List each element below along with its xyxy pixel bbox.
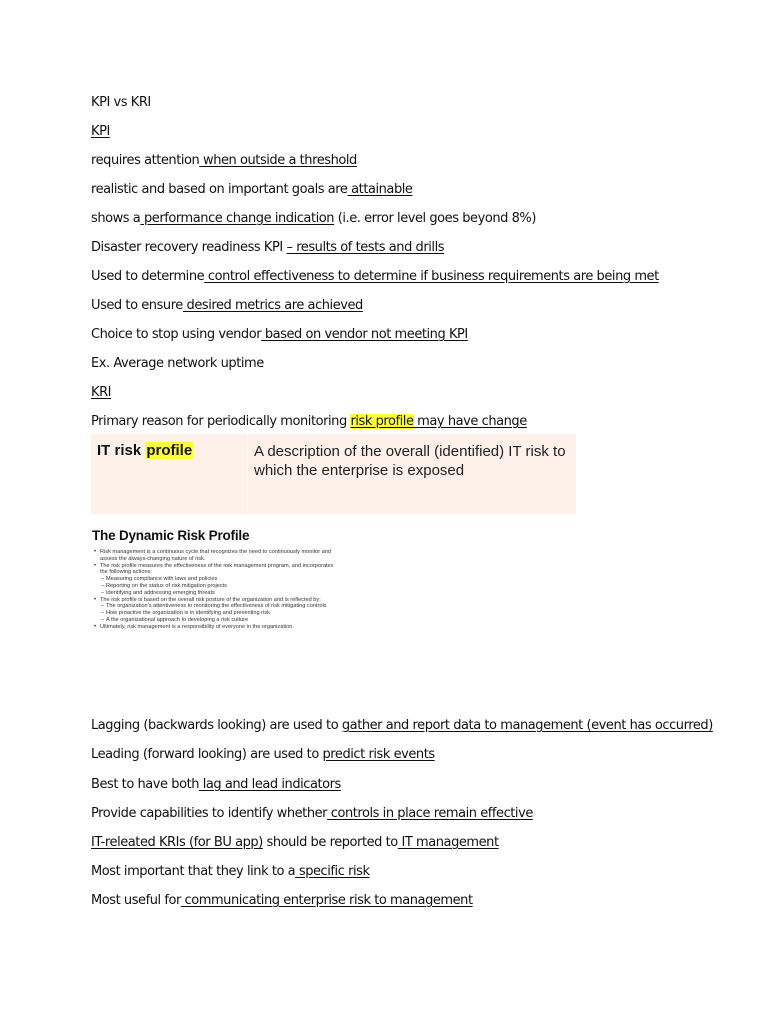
kri-text: Lagging (backwards looking) are used to (91, 718, 342, 733)
kri-underline-text: may have change (413, 414, 527, 429)
kpi-line (91, 211, 536, 227)
kpi-underline-text: desired metrics are achieved (182, 298, 363, 313)
kri-text: Leading (forward looking) are used to (91, 747, 323, 762)
slide-bullet: • The risk profile is based on the overall risk posture of the organization and is reflected by: (91, 597, 337, 604)
kpi-underline-text: attainable (347, 182, 413, 197)
definition-term-prefix: IT risk (97, 442, 146, 459)
kri-line (91, 806, 533, 822)
kri-text: Primary reason for periodically monitoring (91, 414, 351, 429)
slide-title: The Dynamic Risk Profile (92, 528, 250, 543)
kri-line (91, 747, 435, 763)
kri-primary-reason (91, 414, 527, 430)
dynamic-risk-profile-slide (91, 528, 337, 706)
kri-underline-text-2: IT management (397, 835, 499, 850)
risk-profile-highlight: risk profile (350, 414, 414, 429)
risk-profile-definition (91, 434, 576, 514)
kpi-text: Used to determine (91, 269, 205, 284)
kpi-line (91, 269, 659, 285)
definition-term (91, 434, 248, 514)
kri-line (91, 777, 341, 793)
kpi-underline-text: when outside a threshold (199, 153, 357, 168)
kri-underline-text: communicating enterprise risk to management (180, 893, 473, 908)
kpi-line (91, 153, 357, 169)
kpi-line (91, 182, 412, 198)
kri-line (91, 864, 370, 880)
kpi-underline-text: performance change indication (140, 211, 335, 226)
slide-bullet: • The risk profile measures the effectiveness of the risk management program, and incorporates the following actions: (91, 563, 337, 577)
kpi-label: KPI (91, 124, 110, 139)
kpi-text: Choice to stop using vendor (91, 327, 262, 342)
kpi-text: Ex. Average network uptime (91, 356, 264, 371)
kri-line (91, 718, 713, 734)
kpi-underline-text: – results of tests and drills (286, 240, 445, 255)
kpi-text: Disaster recovery readiness KPI (91, 240, 287, 255)
slide-sub-bullet: – Reporting on the status of risk mitigation projects (91, 583, 337, 590)
kri-after-text: should be reported to (262, 835, 398, 850)
kri-underline-text: predict risk events (322, 747, 435, 762)
kri-underline-text: lag and lead indicators (199, 777, 341, 792)
kpi-underline-text: control effectiveness to determine if business requirements are being met (204, 269, 659, 284)
kri-text: Provide capabilities to identify whether (91, 806, 328, 821)
kri-underline-text: IT-releated KRIs (for BU app) (91, 835, 263, 850)
kpi-text: Used to ensure (91, 298, 183, 313)
heading: KPI vs KRI (91, 95, 151, 110)
kpi-after-text: (i.e. error level goes beyond 8%) (334, 211, 536, 226)
kpi-text: requires attention (91, 153, 200, 168)
kpi-line (91, 356, 264, 372)
kpi-text: shows a (91, 211, 141, 226)
slide-bullet: • Risk management is a continuous cycle that recognizes the need to continuously monitor and assess the always-changing nature of risk. (91, 549, 337, 563)
slide-sub-bullet: – Measuring compliance with laws and policies (91, 576, 337, 583)
kri-line (91, 893, 473, 909)
slide-sub-bullet: – The organization's attentiveness to monitoring the effectiveness of risk mitigating controls (91, 603, 337, 610)
kpi-line (91, 298, 363, 314)
kri-text: Most important that they link to a (91, 864, 296, 879)
slide-sub-bullet: – How proactive the organization is in identifying and preventing risk (91, 610, 337, 617)
kpi-line (91, 240, 444, 256)
kri-underline-text: gather and report data to management (event has occurred) (341, 718, 713, 733)
slide-bullet-list (91, 549, 337, 631)
kri-underline-text: specific risk (295, 864, 370, 879)
kri-underline-text: controls in place remain effective (327, 806, 533, 821)
kri-text: Best to have both (91, 777, 200, 792)
definition-text: A description of the overall (identified) IT risk to which the enterprise is exposed (254, 443, 566, 479)
kri-line (91, 835, 499, 851)
kpi-text: realistic and based on important goals are (91, 182, 348, 197)
definition-term-highlight: profile (146, 442, 193, 459)
kri-text: Most useful for (91, 893, 181, 908)
slide-bullet: • Ultimately, risk management is a responsibility of everyone in the organization. (91, 624, 337, 631)
kpi-line (91, 327, 468, 343)
kri-label: KRI (91, 385, 112, 400)
kpi-underline-text: based on vendor not meeting KPI (261, 327, 468, 342)
slide-sub-bullet: – A the organizational approach to developing a risk culture (91, 617, 337, 624)
slide-sub-bullet: – Identifying and addressing emerging threats (91, 590, 337, 597)
